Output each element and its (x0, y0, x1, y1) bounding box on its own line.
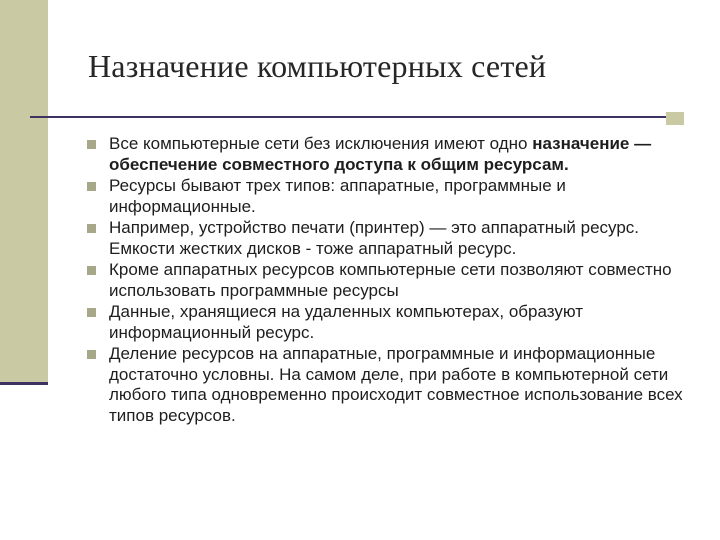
square-bullet-icon (87, 182, 96, 191)
square-bullet-icon (87, 308, 96, 317)
bullet-text: Все компьютерные сети без исключения имеют одно (109, 134, 533, 153)
bullet-text: Например, устройство печати (принтер) — это аппаратный ресурс. Емкости жестких дисков - тоже аппаратный ресурс. (109, 218, 640, 258)
square-bullet-icon (87, 350, 96, 359)
bullet-item (86, 344, 696, 426)
bullet-item (86, 302, 696, 343)
square-bullet-icon (87, 266, 96, 275)
bullet-text: Деление ресурсов на аппаратные, программные и информационные достаточно условны. На самом деле, при работе в компьютерной сети любого типа одновременно происходит совместное использование всех типов ресурсов. (109, 344, 683, 425)
bullet-list (86, 134, 696, 427)
square-bullet-icon (87, 224, 96, 233)
bullet-text: Ресурсы бывают трех типов: аппаратные, программные и информационные. (109, 176, 566, 216)
bullet-text: Кроме аппаратных ресурсов компьютерные сети позволяют совместно использовать программные ресурсы (109, 260, 672, 300)
title-divider (30, 116, 666, 118)
title-divider-accent (666, 112, 684, 125)
bullet-item (86, 176, 696, 217)
bullet-item (86, 260, 696, 301)
square-bullet-icon (87, 140, 96, 149)
bullet-bold-text: назначение — обеспечение совместного доступа к общим ресурсам. (109, 134, 652, 174)
bullet-item (86, 218, 696, 259)
bullet-text: Данные, хранящиеся на удаленных компьютерах, образуют информационный ресурс. (109, 302, 583, 342)
side-accent-line (0, 382, 48, 385)
side-accent-bar (0, 0, 48, 382)
slide-title: Назначение компьютерных сетей (88, 48, 547, 84)
bullet-item (86, 134, 696, 175)
